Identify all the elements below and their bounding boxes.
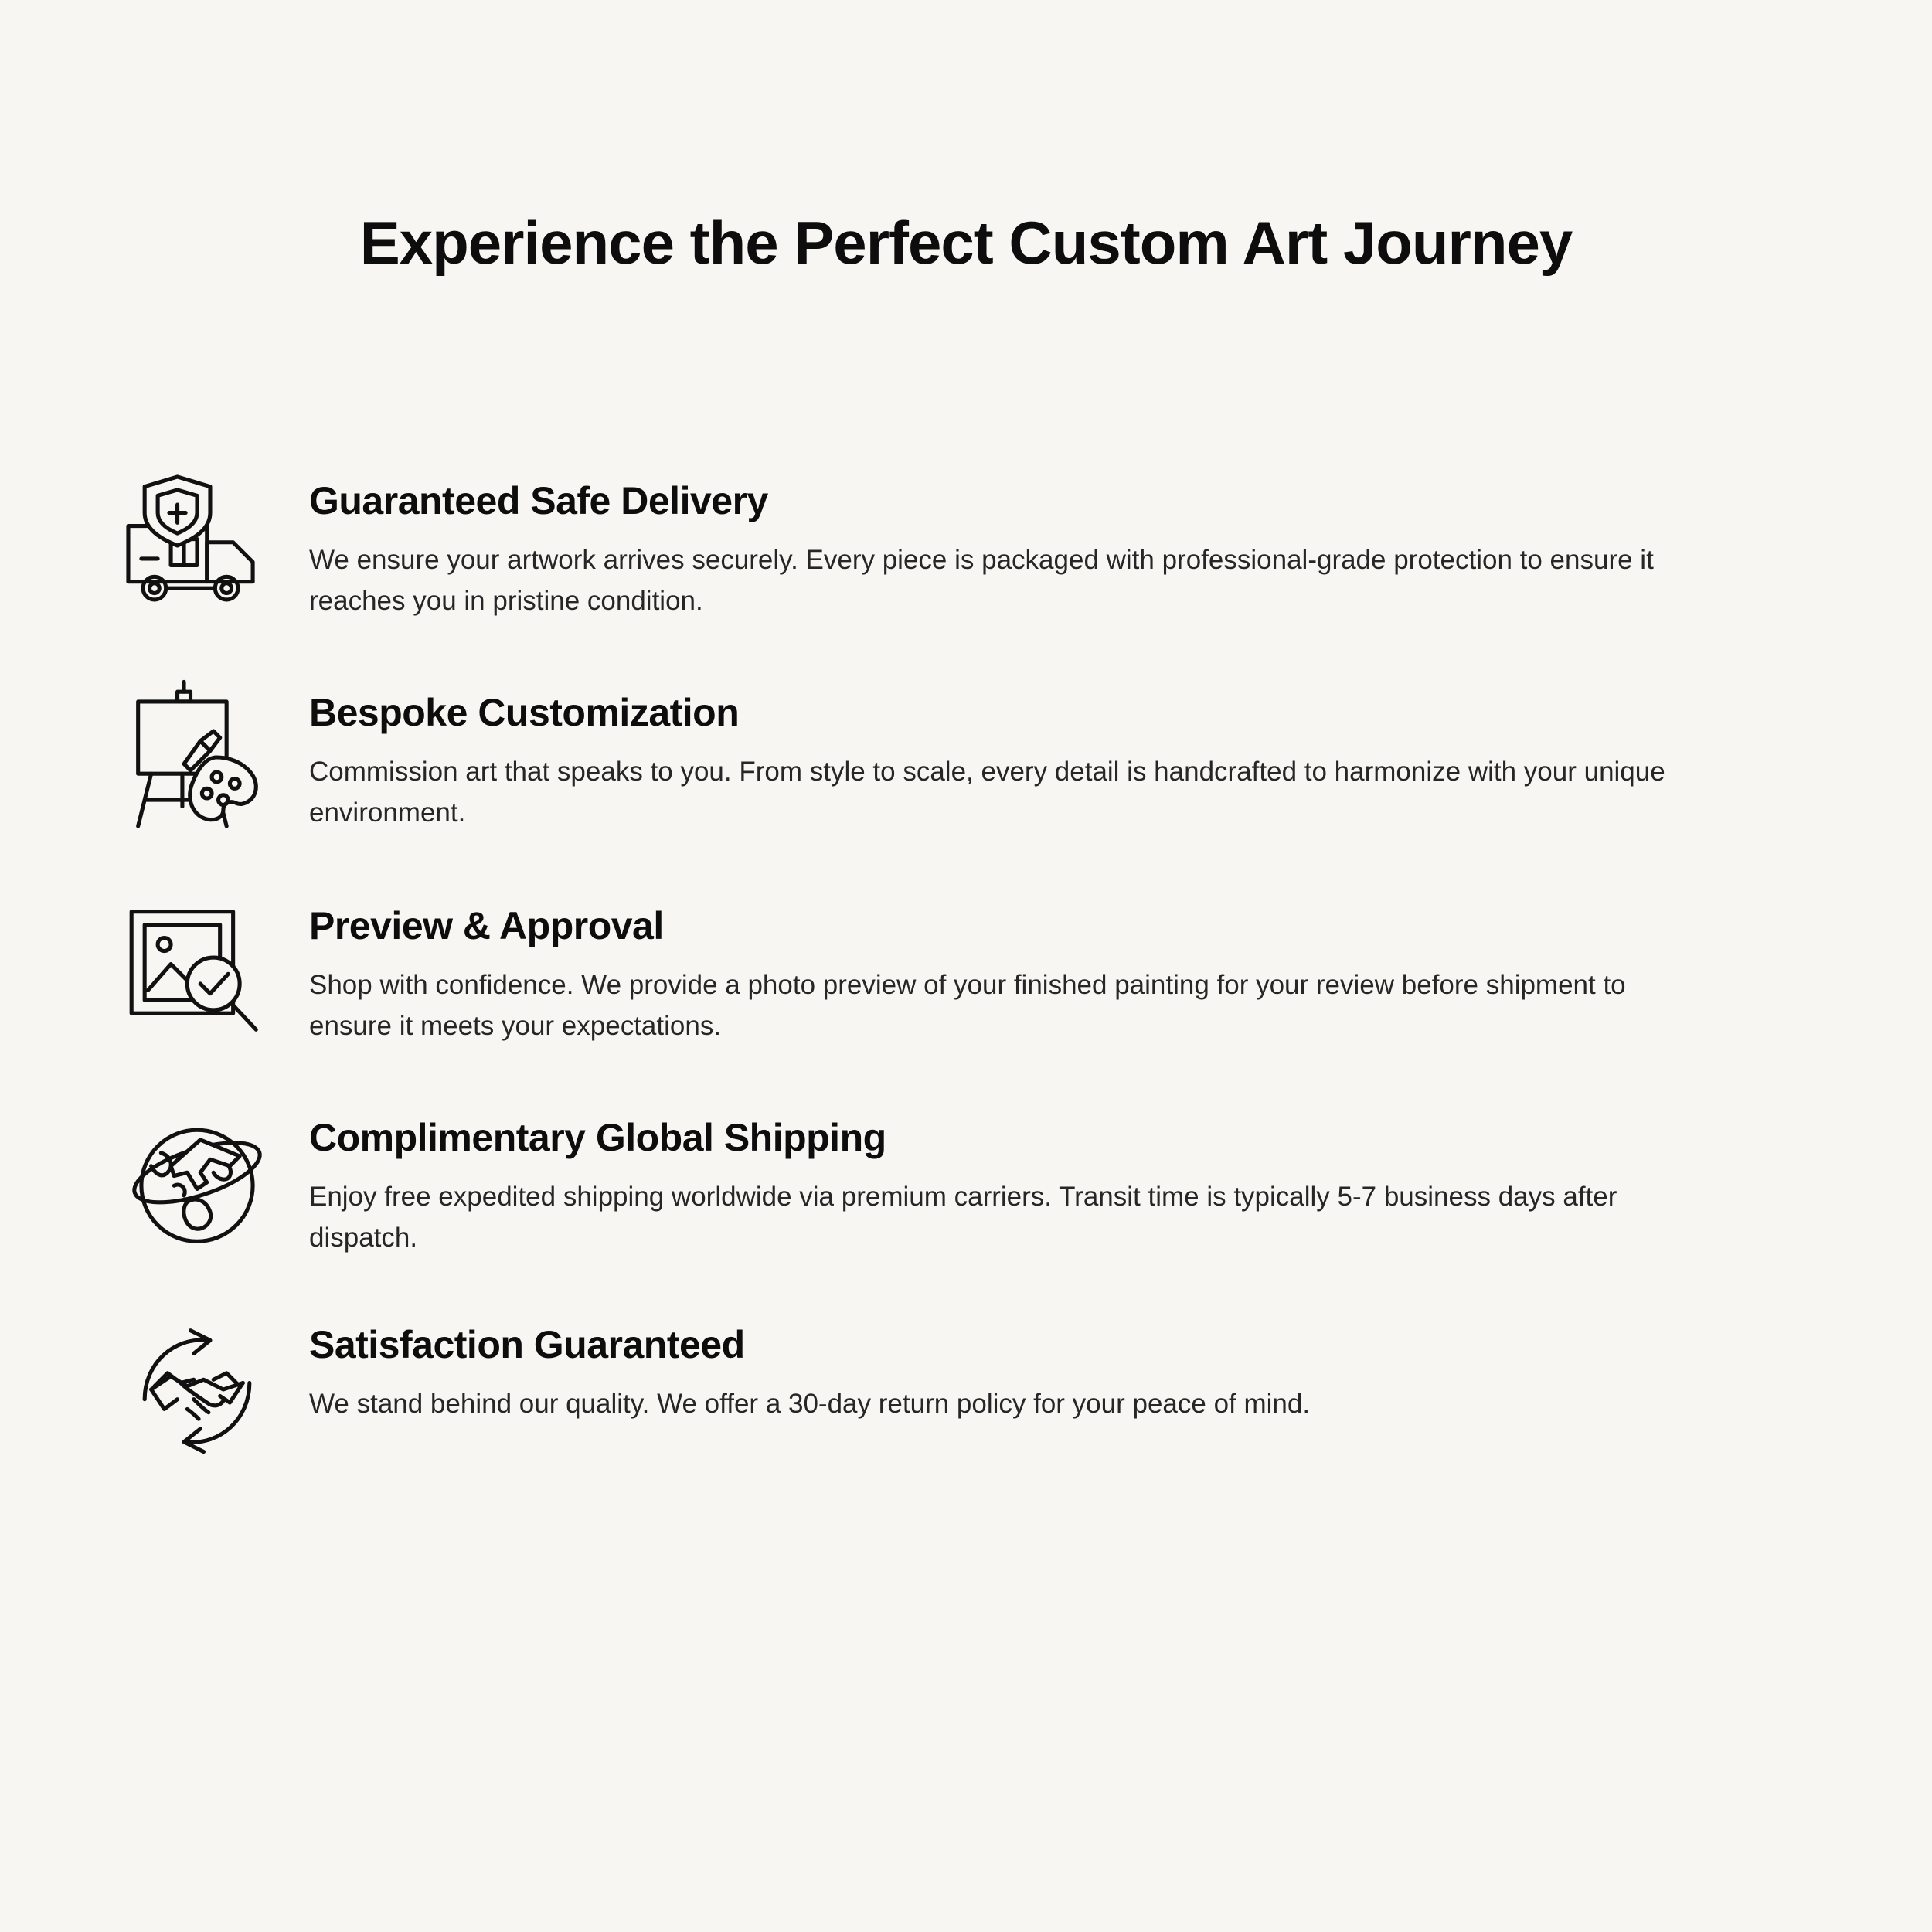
feature-description: Commission art that speaks to you. From style to scale, every detail is handcrafted to harmonize with your unique environment. <box>309 757 1665 828</box>
feature-description: We stand behind our quality. We offer a 30-day return policy for your peace of mind. <box>309 1389 1311 1420</box>
feature-item-satisfaction-guaranteed <box>85 1303 1832 1471</box>
feature-list <box>0 459 1932 1471</box>
feature-item-preview-approval <box>85 884 1832 1053</box>
feature-title: Guaranteed Safe Delivery <box>309 478 768 522</box>
feature-description: Shop with confidence. We provide a photo preview of your finished painting for your review before shipment to ensure it meets your expectations. <box>309 970 1626 1041</box>
feature-item-global-shipping <box>85 1096 1832 1264</box>
feature-text <box>309 1303 1832 1425</box>
feature-item-safe-delivery <box>85 459 1832 628</box>
feature-description: Enjoy free expedited shipping worldwide via premium carriers. Transit time is typically 5-7 business days after dispatch. <box>309 1182 1617 1253</box>
feature-text <box>309 884 1832 1047</box>
feature-item-bespoke-customization <box>85 671 1832 839</box>
feature-title: Complimentary Global Shipping <box>309 1115 886 1159</box>
page-title: Experience the Perfect Custom Art Journey <box>359 209 1573 277</box>
handshake-refresh-arrows-icon <box>85 1303 309 1471</box>
feature-text <box>309 459 1832 622</box>
globe-airplane-icon <box>85 1096 309 1264</box>
feature-text <box>309 1096 1832 1259</box>
feature-description: We ensure your artwork arrives securely. Every piece is packaged with professional-grade protection to ensure it reaches you in pristine condition. <box>309 545 1654 616</box>
feature-title: Satisfaction Guaranteed <box>309 1322 745 1366</box>
feature-title: Preview & Approval <box>309 903 664 947</box>
feature-text <box>309 671 1832 834</box>
feature-title: Bespoke Customization <box>309 690 740 734</box>
easel-palette-brush-icon <box>85 671 309 839</box>
framed-picture-magnifier-check-icon <box>85 884 309 1053</box>
delivery-truck-shield-icon <box>85 459 309 628</box>
